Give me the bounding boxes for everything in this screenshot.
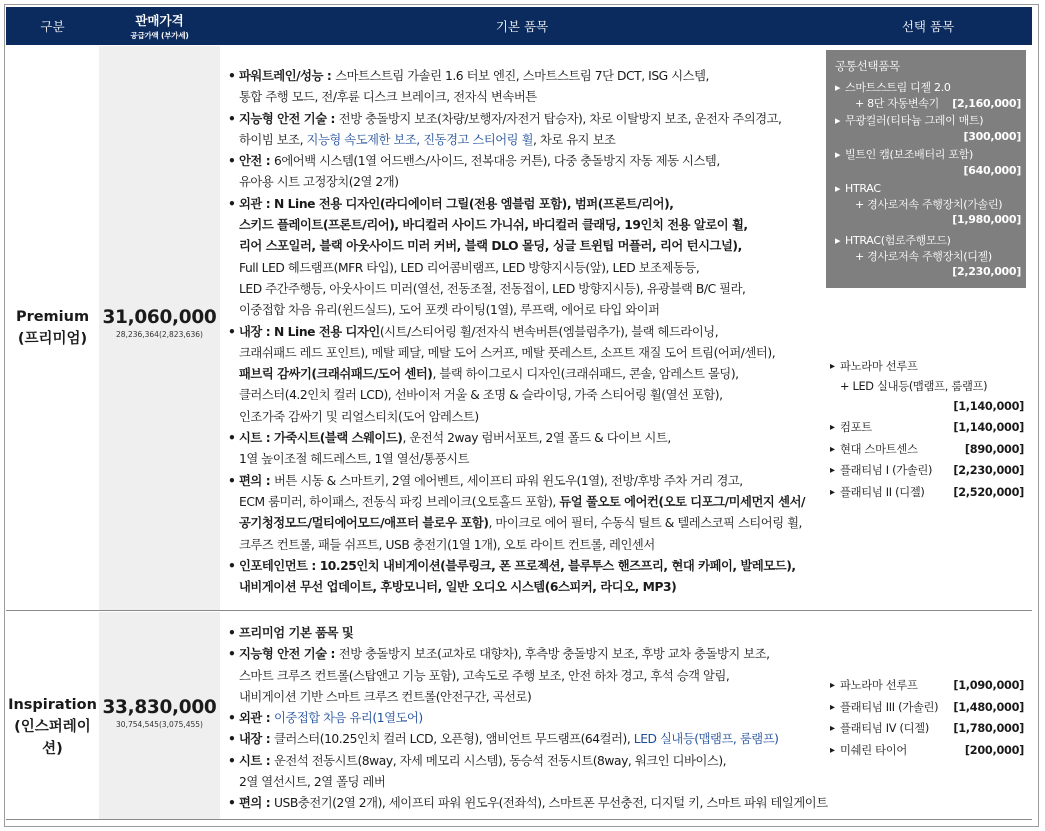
inspiration-trim-name: Inspiration (인스퍼레이션) xyxy=(8,697,97,757)
premium-price-supply: 28,236,364(2,823,636) xyxy=(116,330,203,339)
header-gubun: 구분 xyxy=(40,19,65,34)
common-option-item: ▸ HTRAC + 경사로저속 주행장치(가솔린) [1,980,000] xyxy=(835,181,1021,212)
common-options-title: 공통선택품목 xyxy=(835,59,900,73)
option-item: ▸ 플래티넘 IV (디젤) [1,780,000] xyxy=(830,718,1026,740)
basic-item-infotainment: • 인포테인먼트 : 10.25인치 내비게이션(블루링크, 폰 프로젝션, 블루투스 핸즈프리, 현대 카페이, 발레모드), 내비게이션 무선 업데이트, 후방모니터, 일반 오디오 시스템(6스피커, 라디오, MP3) xyxy=(227,556,805,599)
option-item: ▸ 컴포트 [1,140,000] xyxy=(830,417,1026,439)
inspiration-price-value: 33,830,000 xyxy=(102,697,217,718)
basic-item-convenience: • 편의 : 버튼 시동 & 스마트키, 2열 에어벤트, 세이프티 파워 윈도우(1열), 전방/후방 주차 거리 경고, ECM 룸미러, 하이패스, 전동식 파킹 브레이크(오토홀드 포함), 듀얼 풀오토 에어컨(오토 디포그/미세먼지 센서/ 공기청정모드/멀티에어모드/애프터 블로우 포함), 마이크로 에어 필터, 수동식 틸트 & 텔레스코픽 스티어링 휠, 크루즈 컨트롤, 패들 쉬프트, USB 충전기(1열 1개), 오토 라이트 컨트롤, 레인센서 xyxy=(227,471,805,556)
premium-price-value: 31,060,000 xyxy=(102,307,217,328)
option-item: ▸ 현대 스마트센스 [890,000] xyxy=(830,439,1026,461)
option-price: [1,140,000] xyxy=(953,400,1024,413)
basic-item-powertrain: • 파워트레인/성능 : 스마트스트림 가솔린 1.6 터보 엔진, 스마트스트림 7단 DCT, ISG 시스템, 통합 주행 모드, 전/후륜 디스크 브레이크, 전자식 변속버튼 xyxy=(227,66,805,109)
premium-basic-list xyxy=(227,66,805,598)
basic-item-exterior: • 외관 : 이중접합 차음 유리(1열도어) xyxy=(227,708,828,729)
basic-item-safety-tech: • 지능형 안전 기술 : 전방 충돌방지 보조(차량/보행자/자전거 탑승자), 차로 이탈방지 보조, 운전자 주의경고, 하이빔 보조, 지능형 속도제한 보조, 진동경고 스티어링 휠, 차로 유지 보조 xyxy=(227,109,805,152)
option-item-sub: + LED 실내등(맵램프, 룸램프) xyxy=(840,380,988,393)
basic-item-interior: • 내장 : N Line 전용 디자인(시트/스티어링 휠/전자식 변속버튼(엠블럼추가), 블랙 헤드라이닝, 크래쉬패드 레드 포인트), 메탈 페달, 메탈 도어 스커프, 메탈 풋레스트, 소프트 재질 도어 트림(어퍼/센터), 패브릭 감싸기(크래쉬패드/도어 센터), 블랙 하이그로시 디자인(크래쉬패드, 콘솔, 암레스트 몰딩), 클러스터(4.2인치 컬러 LCD), 선바이저 거울 & 조명 & 슬라이딩, 가죽 스티어링 휠(열선 포함), 인조가죽 감싸기 및 리얼스티치(도어 암레스트) xyxy=(227,322,805,428)
option-item: ▸ 플래티넘 II (디젤) [2,520,000] xyxy=(830,482,1026,504)
header-price: 판매가격 공급가액 (부가세) xyxy=(130,13,189,40)
inspiration-price xyxy=(99,697,220,729)
premium-options xyxy=(830,357,1026,503)
basic-item-safety: • 안전 : 6에어백 시스템(1열 어드밴스/사이드, 전복대응 커튼), 다중 충돌방지 자동 제동 시스템, 유아용 시트 고정장치(2열 2개) xyxy=(227,151,805,194)
premium-trim-name: Premium (프리미엄) xyxy=(15,309,90,347)
common-options-box xyxy=(826,50,1026,288)
common-option-item: ▸ 빌트인 캠(보조배터리 포함) [640,000] xyxy=(835,147,1021,178)
header-basic: 기본 품목 xyxy=(495,19,549,34)
common-option-item: ▸ HTRAC(험로주행모드) + 경사로저속 주행장치(디젤) [2,230,000] xyxy=(835,233,1021,264)
option-item: ▸ 플래티넘 III (가솔린) [1,480,000] xyxy=(830,697,1026,719)
table-header xyxy=(6,7,1032,45)
inspiration-price-supply: 30,754,545(3,075,455) xyxy=(116,720,203,729)
inspiration-basic-list xyxy=(227,623,828,815)
basic-item-safety-tech: • 지능형 안전 기술 : 전방 충돌방지 보조(교차로 대향차), 후측방 충돌방지 보조, 후방 교차 충돌방지 보조, 스마트 크루즈 컨트롤(스탑앤고 기능 포함), 고속도로 주행 보조, 안전 하차 경고, 후석 승객 알림, 내비게이션 기반 스마트 크루즈 컨트롤(안전구간, 곡선로) xyxy=(227,644,828,708)
basic-item-premium-base: • 프리미엄 기본 품목 및 xyxy=(227,623,828,644)
common-option-item: ▸ 무광컬러(티타늄 그레이 매트) [300,000] xyxy=(835,113,1021,144)
header-price-sub: 공급가액 (부가세) xyxy=(130,31,189,40)
premium-price xyxy=(99,307,220,339)
inspiration-options xyxy=(830,675,1026,761)
common-option-item: ▸ 스마트스트림 디젤 2.0 + 8단 자동변속기 [2,160,000] xyxy=(835,80,1021,111)
basic-item-seat: • 시트 : 운전석 전동시트(8way, 자세 메모리 시스템), 동승석 전동시트(8way, 워크인 디바이스), 2열 열선시트, 2열 폴딩 레버 xyxy=(227,751,828,794)
basic-item-convenience: • 편의 : USB충전기(2열 2개), 세이프티 파워 윈도우(전좌석), 스마트폰 무선충전, 디지털 키, 스마트 파워 테일게이트 xyxy=(227,793,828,814)
option-item: ▸ 파노라마 선루프 [1,090,000] xyxy=(830,675,1026,697)
basic-item-seat: • 시트 : 가죽시트(블랙 스웨이드), 운전석 2way 럼버서포트, 2열 폴드 & 다이브 시트, 1열 높이조절 헤드레스트, 1열 열선/통풍시트 xyxy=(227,428,805,471)
option-item: ▸ 파노라마 선루프 xyxy=(830,357,1026,377)
table-bottom-border xyxy=(6,819,1032,820)
basic-item-exterior: • 외관 : N Line 전용 디자인(라디에이터 그릴(전용 엠블럼 포함), 범퍼(프론트/리어), 스키드 플레이트(프론트/리어), 바디컬러 사이드 가니쉬, 바디컬러 클래딩, 19인치 전용 알로이 휠, 리어 스포일러, 블랙 아웃사이드 미러 커버, 블랙 DLO 몰딩, 싱글 트윈팁 머플러, 리어 턴시그널), Full LED 헤드램프(MFR 타입), LED 리어콤비램프, LED 방향지시등(앞), LED 보조제동등, LED 주간주행등, 아웃사이드 미러(열선, 전동조절, 전동접이, LED 방향지시등), 유광블랙 B/C 필라, 이중접합 차음 유리(윈드실드), 도어 포켓 라이팅(1열), 루프랙, 에어로 타입 와이퍼 xyxy=(227,194,805,322)
option-item: ▸ 플래티넘 I (가솔린) [2,230,000] xyxy=(830,460,1026,482)
header-option: 선택 품목 xyxy=(901,19,955,34)
basic-item-interior: • 내장 : 클러스터(10.25인치 컬러 LCD, 오픈형), 앰비언트 무드램프(64컬러), LED 실내등(맵램프, 룸램프) xyxy=(227,729,828,750)
row-divider xyxy=(6,610,1032,611)
option-item: ▸ 미쉐린 타이어 [200,000] xyxy=(830,740,1026,762)
